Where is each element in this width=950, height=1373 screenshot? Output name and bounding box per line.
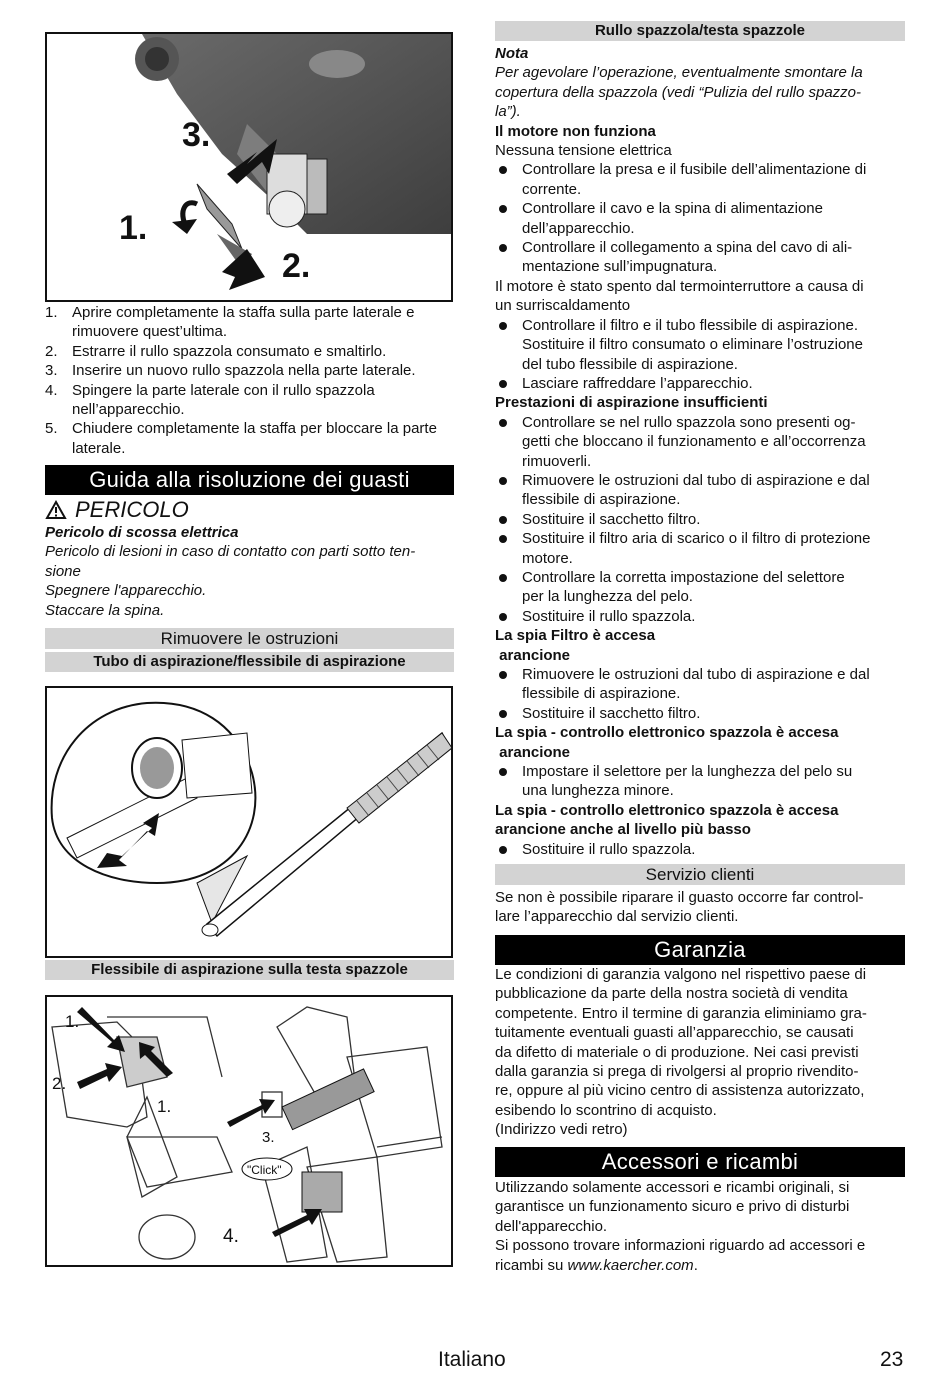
- hose-brush-head-figure: [45, 995, 453, 1267]
- thermo-line: un surriscaldamento: [495, 297, 631, 315]
- thermo-line: Il motore è stato spento dal termointerruttore a causa di: [495, 277, 864, 295]
- header-brush-roller: Rullo spazzola/testa spazzole: [495, 21, 905, 41]
- filter-light-title-cont: arancione: [495, 646, 571, 664]
- section-title-troubleshooting: Guida alla risoluzione dei guasti: [45, 465, 454, 495]
- step-item: 2. Estrarre il rullo spazzola consumato e smaltirlo.: [45, 342, 387, 360]
- list-item: Rimuovere le ostruzioni dal tubo di aspirazione e dal flessibile di aspirazione.: [495, 665, 905, 704]
- brush-light-lowest-title-cont: arancione anche al livello più basso: [495, 821, 751, 839]
- step-item: 4. Spingere la parte laterale con il rullo spazzola nell’apparecchio.: [45, 381, 375, 419]
- section-title-customer-service: Servizio clienti: [495, 864, 905, 885]
- list-item: Controllare se nel rullo spazzola sono presenti og- getti che bloccano il funzionamento e all’occorrenza rimuoverli.: [495, 413, 905, 471]
- list-item: Impostare il selettore per la lunghezza del pelo su una lunghezza minore.: [495, 762, 905, 801]
- list-item: Controllare il collegamento a spina del cavo di ali- mentazione sull’impugnatura.: [495, 238, 905, 277]
- figure3-label-3: 3.: [262, 1129, 275, 1146]
- brush-light-lowest-title: La spia - controllo elettronico spazzola è accesa: [495, 801, 839, 819]
- brush-light-title: La spia - controllo elettronico spazzola è accesa: [495, 724, 839, 742]
- list-item: Sostituire il sacchetto filtro.: [495, 510, 905, 529]
- figure3-label-click: "Click": [247, 1163, 282, 1177]
- note-title: Nota: [495, 45, 529, 62]
- list-item: Rimuovere le ostruzioni dal tubo di aspirazione e dal flessibile di aspirazione.: [495, 471, 905, 510]
- list-item: Sostituire il filtro aria di scarico o il filtro di protezione motore.: [495, 529, 905, 568]
- figure3-label-1a: 1.: [65, 1012, 80, 1031]
- steps-list: [45, 303, 454, 458]
- figure1-label-2: 2.: [282, 247, 311, 285]
- note-line: copertura della spazzola (vedi “Pulizia del rullo spazzo-: [495, 83, 862, 101]
- motor-subtitle: Nessuna tensione elettrica: [495, 142, 672, 160]
- list-item: Controllare il filtro e il tubo flessibile di aspirazione. Sostituire il filtro consumato o eliminare l’ostruzione del tubo flessibile di aspirazione.: [495, 316, 905, 374]
- performance-title: Prestazioni di aspirazione insufficienti: [495, 394, 768, 412]
- service-text: Se non è possibile riparare il guasto occorre far control- lare l’apparecchio dal servizio clienti.: [495, 889, 864, 926]
- figure1-label-1: 1.: [119, 209, 148, 247]
- footer-page-number: 23: [880, 1348, 904, 1371]
- list-item: Sostituire il rullo spazzola.: [495, 840, 905, 859]
- section-title-warranty: Garanzia: [495, 935, 905, 965]
- brush-roller-figure: [45, 32, 453, 302]
- list-item: Sostituire il rullo spazzola.: [495, 607, 905, 626]
- list-item: Controllare la presa e il fusibile dell’alimentazione di corrente.: [495, 160, 905, 199]
- subsection-title-obstructions: Rimuovere le ostruzioni: [45, 628, 454, 649]
- suction-tube-figure: [45, 686, 453, 958]
- list-item: Sostituire il sacchetto filtro.: [495, 704, 905, 723]
- note-line: Per agevolare l’operazione, eventualmente smontare la: [495, 64, 863, 82]
- website-link[interactable]: www.kaercher.com: [567, 1256, 694, 1274]
- footer-language: Italiano: [438, 1348, 506, 1371]
- figure3-label-2: 2.: [52, 1074, 67, 1093]
- subsubsection-title-hose: Tubo di aspirazione/flessibile di aspirazione: [45, 652, 454, 672]
- warning-triangle-icon: [45, 500, 67, 520]
- danger-line: Pericolo di lesioni in caso di contatto con parti sotto ten-: [45, 543, 416, 561]
- accessories-text: Utilizzando solamente accessori e ricambi originali, si garantisce un funzionamento sicuro e privo di disturbi dell'apparecchio. Si possono trovare informazioni riguardo ad accessori e ricambi su www.kaercher.com.: [495, 1179, 866, 1274]
- right-text-flow: [495, 44, 905, 859]
- danger-line: sione: [45, 562, 81, 580]
- figure3-label-1b: 1.: [157, 1097, 172, 1116]
- note-line: la”).: [495, 103, 521, 121]
- step-item: 3. Inserire un nuovo rullo spazzola nella parte laterale.: [45, 362, 416, 380]
- danger-line: Staccare la spina.: [45, 601, 165, 619]
- danger-line: Spegnere l'apparecchio.: [45, 582, 207, 600]
- motor-title: Il motore non funziona: [495, 122, 656, 140]
- danger-subtitle: Pericolo di scossa elettrica: [45, 524, 239, 541]
- figure1-label-3: 3.: [182, 116, 211, 154]
- list-item: Controllare il cavo e la spina di alimentazione dell’apparecchio.: [495, 199, 905, 238]
- filter-light-title: La spia Filtro è accesa: [495, 627, 656, 645]
- danger-block: [45, 497, 454, 620]
- danger-heading: PERICOLO: [45, 497, 454, 523]
- step-item: 5. Chiudere completamente la staffa per bloccare la parte laterale.: [45, 420, 437, 457]
- figure3-label-4: 4.: [223, 1226, 239, 1247]
- step-item: 1. Aprire completamente la staffa sulla parte laterale e rimuovere quest’ultima.: [45, 304, 415, 341]
- section-title-accessories: Accessori e ricambi: [495, 1147, 905, 1177]
- list-item: Controllare la corretta impostazione del selettore per la lunghezza del pelo.: [495, 568, 905, 607]
- brush-light-title-cont: arancione: [495, 743, 571, 761]
- list-item: Lasciare raffreddare l’apparecchio.: [495, 374, 905, 393]
- warranty-text: Le condizioni di garanzia valgono nel rispettivo paese di pubblicazione da parte della nostra società di vendita competente. Entro il termine di garanzia eliminiamo gra- tuitamente eventuali guasti all’apparecchio, se causati da difetto di materiale o di produzione. Nei casi previsti dalla garanzia si prega di rivolgersi al proprio rivendito- re, oppure al più vicino centro di assistenza autorizzato, esibendo lo scontrino di acquisto. (Indirizzo vedi retro): [495, 966, 867, 1139]
- caption-hose-on-brush-head: Flessibile di aspirazione sulla testa spazzole: [45, 960, 454, 980]
